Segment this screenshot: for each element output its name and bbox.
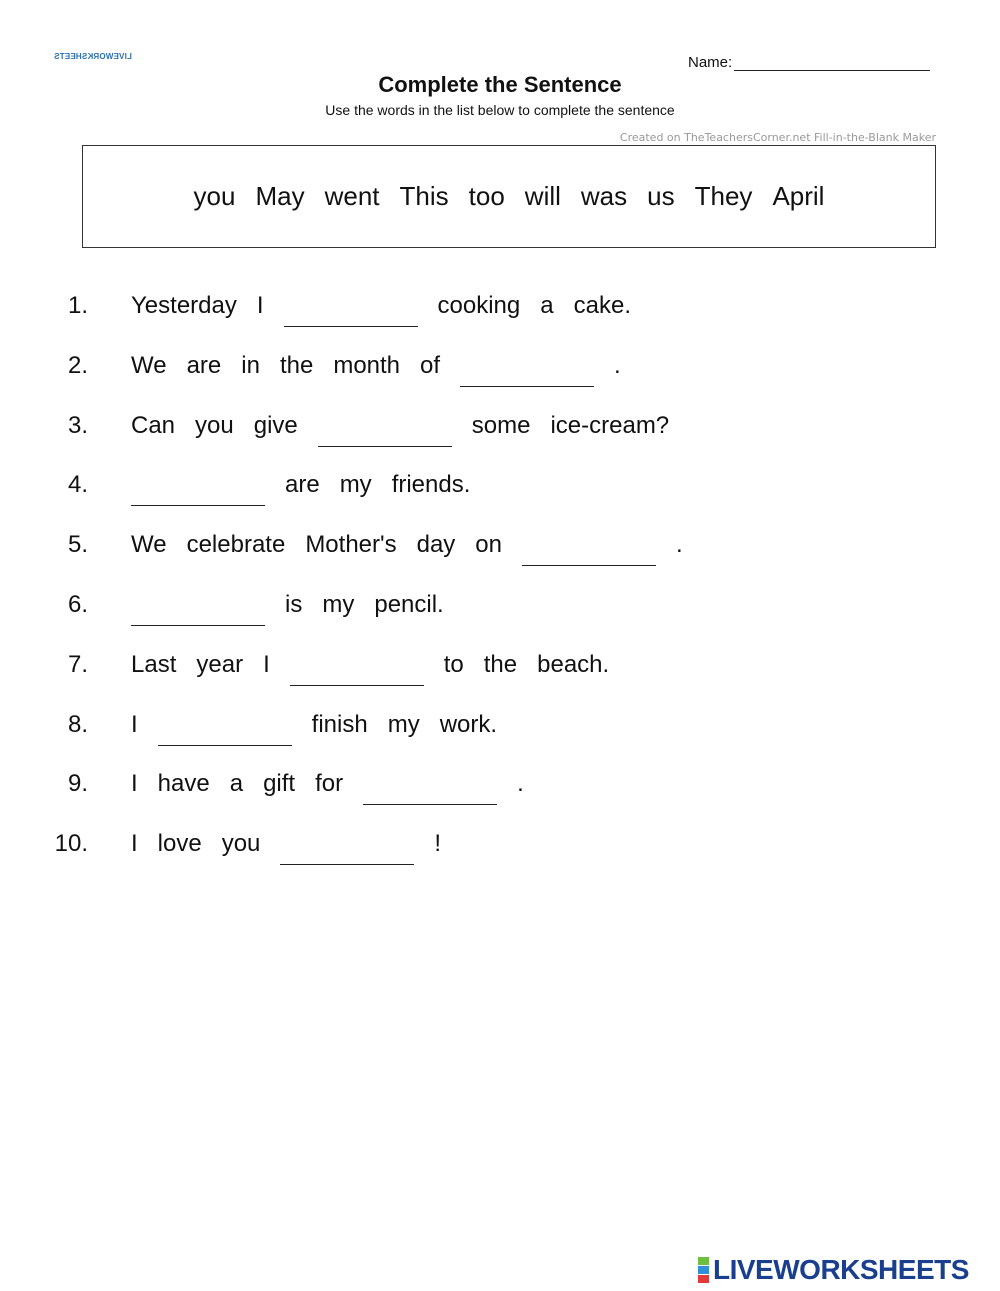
question-sentence [131, 651, 609, 686]
question-number: 8. [67, 710, 88, 738]
question-number: 4. [67, 471, 88, 499]
sentence-word: day [416, 531, 456, 559]
sentence-word: a [540, 292, 554, 319]
question-number: 10. [54, 830, 88, 858]
answer-blank[interactable] [522, 531, 656, 566]
sentence-word: I [263, 650, 270, 678]
question-sentence [131, 352, 621, 387]
question-sentence [131, 591, 444, 626]
sentence-word: some [471, 411, 531, 439]
sentence-word: Can [131, 411, 176, 439]
question-number: 9. [67, 770, 88, 798]
sentence-word: of [420, 351, 441, 379]
answer-blank[interactable] [318, 412, 452, 447]
question-item [0, 284, 1000, 344]
sentence-word: I [131, 830, 138, 858]
sentence-word: you [221, 830, 261, 858]
question-item [0, 583, 1000, 643]
name-input-line[interactable] [734, 53, 930, 71]
answer-blank[interactable] [284, 292, 418, 327]
sentence-word: in [241, 351, 260, 379]
sentence-word: is [285, 590, 303, 618]
question-item [0, 822, 1000, 882]
sentence-word: . [676, 531, 683, 559]
sentence-word: I [131, 770, 138, 798]
word-bank-item: us [647, 181, 675, 211]
sentence-word: ice-cream? [550, 411, 670, 439]
word-bank-item: They [694, 181, 753, 211]
sentence-word: I [131, 710, 138, 738]
sentence-word: to [443, 650, 464, 678]
word-bank-item: May [255, 181, 305, 211]
question-sentence [131, 711, 497, 746]
sentence-word: Last [131, 650, 177, 678]
sentence-word: give [253, 411, 298, 439]
sentence-word: on [475, 531, 502, 559]
credit-line: Created on TheTeachersCorner.net Fill-in-the-Blank Maker [619, 131, 936, 144]
question-sentence [131, 770, 524, 805]
word-bank-item: This [399, 181, 449, 211]
sentence-word: work. [439, 710, 498, 738]
sentence-word: a [229, 770, 244, 798]
question-item [0, 643, 1000, 703]
word-bank-item: too [468, 181, 505, 211]
question-number: 2. [67, 351, 88, 379]
question-item [0, 404, 1000, 464]
question-item [0, 344, 1000, 404]
brand-icon [698, 1257, 709, 1283]
answer-blank[interactable] [158, 711, 292, 746]
question-item [0, 463, 1000, 523]
sentence-word: the [279, 351, 314, 379]
question-number: 7. [67, 650, 88, 678]
liveworksheets-logo [698, 1254, 969, 1286]
sentence-word: . [614, 351, 621, 379]
sentence-word: my [322, 590, 355, 618]
sentence-word: you [195, 411, 234, 439]
sentence-word: are [186, 351, 222, 379]
sentence-word: finish [311, 710, 368, 738]
name-field-row [688, 53, 930, 71]
answer-blank[interactable] [290, 651, 424, 686]
name-label: Name: [688, 54, 733, 71]
question-sentence [131, 830, 441, 865]
question-item [0, 762, 1000, 822]
sentence-word: are [285, 471, 320, 499]
sentence-word: I [256, 292, 264, 319]
answer-blank[interactable] [460, 352, 594, 387]
question-number: 1. [67, 292, 88, 319]
answer-blank[interactable] [131, 471, 265, 506]
sentence-word: love [157, 830, 202, 858]
sentence-word: celebrate [186, 531, 286, 559]
word-bank-item: you [193, 181, 236, 211]
word-bank-item: went [324, 181, 380, 211]
page-title: Complete the Sentence [378, 72, 622, 97]
mini-logo: LIVEWORKSHEETS [54, 52, 132, 61]
sentence-word: cooking [437, 292, 521, 319]
sentence-word: Mother's [305, 531, 397, 559]
instructions: Use the words in the list below to complete the sentence [325, 102, 675, 118]
word-bank-item: will [524, 181, 561, 211]
sentence-word: cake. [573, 292, 631, 319]
sentence-word: ! [434, 830, 442, 858]
sentence-word: We [131, 351, 167, 379]
sentence-word: We [131, 531, 167, 559]
sentence-word: year [196, 650, 244, 678]
word-bank-item: was [580, 181, 628, 211]
question-number: 5. [67, 531, 88, 559]
sentence-word: have [157, 770, 210, 798]
question-item [0, 703, 1000, 763]
word-bank-box [82, 145, 936, 248]
question-number: 3. [67, 411, 88, 439]
question-sentence [131, 471, 470, 506]
brand-text: LIVEWORKSHEETS [713, 1254, 969, 1285]
answer-blank[interactable] [363, 770, 497, 805]
question-sentence [131, 292, 631, 327]
sentence-word: month [333, 351, 401, 379]
word-bank-item: April [772, 181, 825, 211]
sentence-word: gift [263, 770, 296, 798]
question-number: 6. [67, 590, 88, 618]
sentence-word: friends. [391, 471, 471, 499]
answer-blank[interactable] [131, 591, 265, 626]
question-sentence [131, 412, 669, 447]
sentence-word: my [339, 471, 372, 499]
sentence-word: Yesterday [131, 292, 237, 319]
question-list [0, 284, 1000, 882]
answer-blank[interactable] [280, 830, 414, 865]
question-sentence [131, 531, 683, 566]
word-bank [194, 181, 825, 212]
sentence-word: . [517, 770, 524, 798]
sentence-word: the [483, 650, 518, 678]
sentence-word: beach. [537, 650, 610, 678]
sentence-word: for [315, 770, 344, 798]
sentence-word: pencil. [374, 590, 444, 618]
sentence-word: my [387, 710, 420, 738]
question-item [0, 523, 1000, 583]
